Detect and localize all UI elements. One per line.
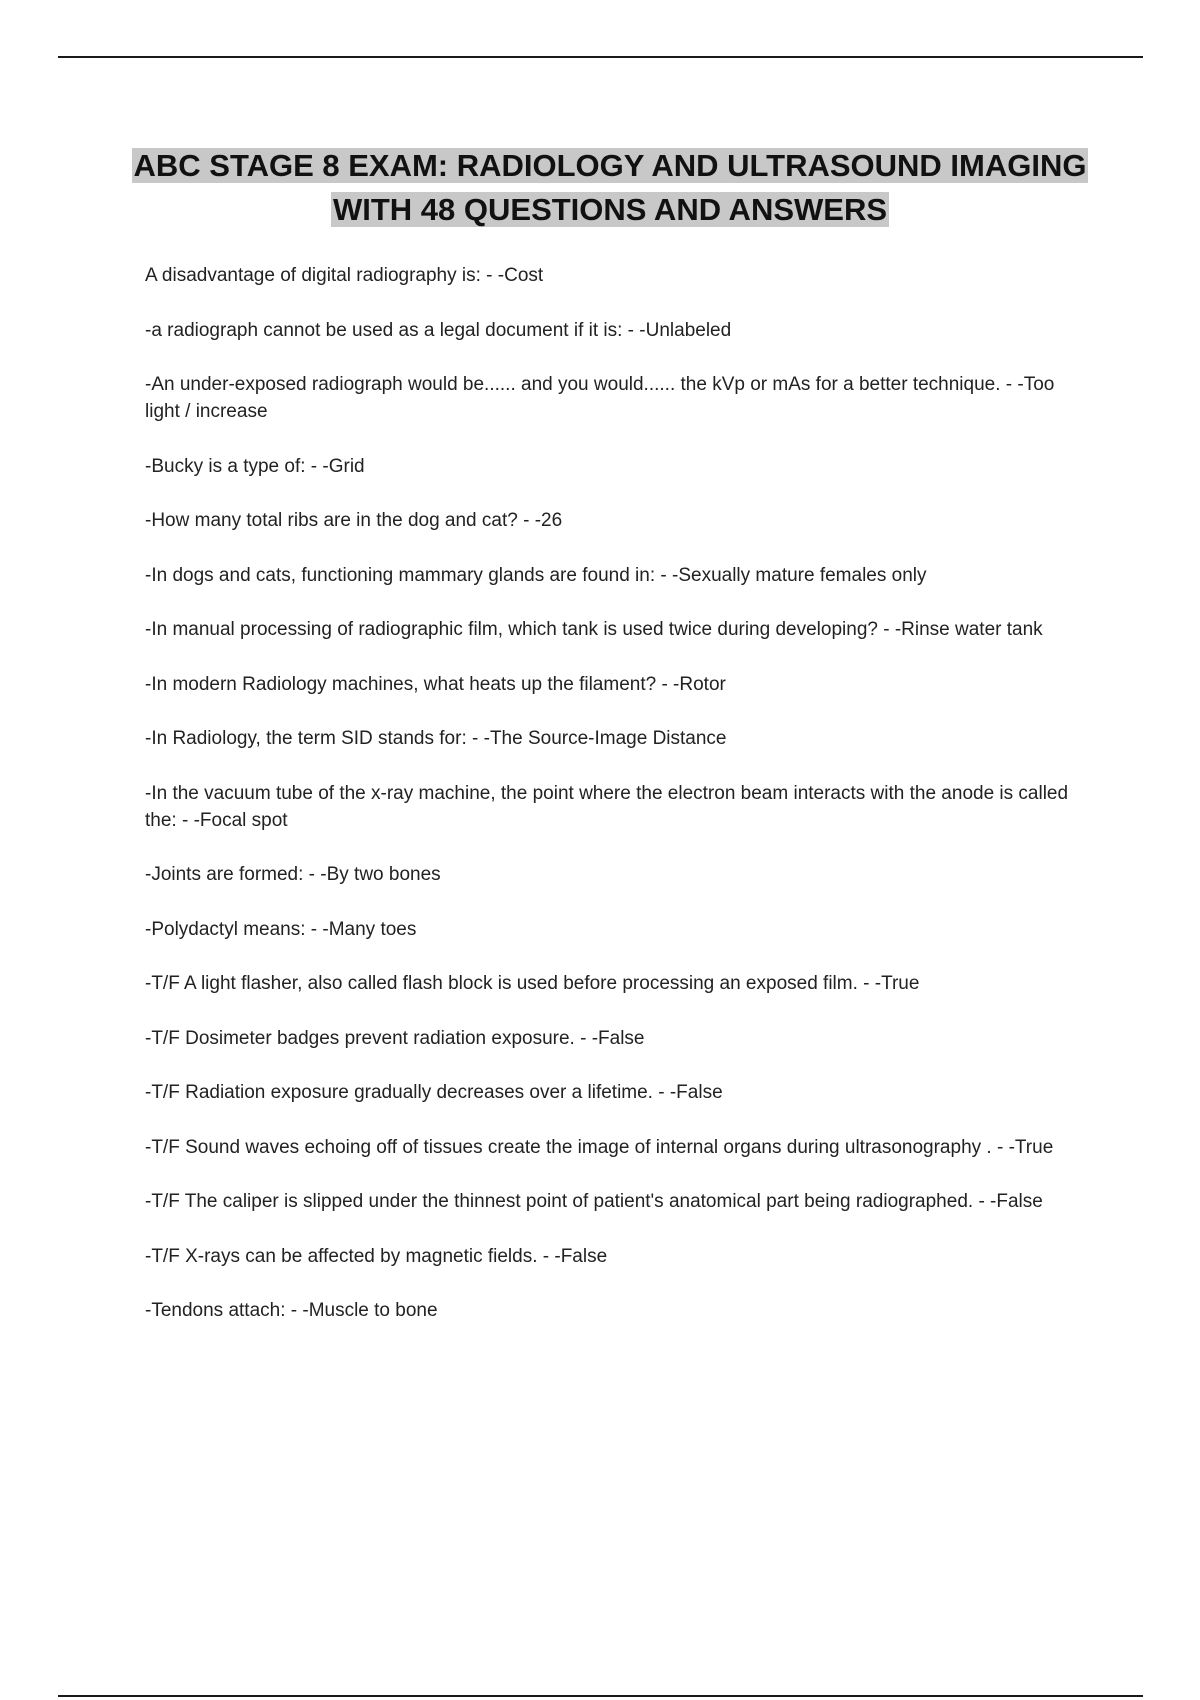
qa-item: -T/F Sound waves echoing off of tissues create the image of internal organs during ultrasonography . - -True [145, 1136, 1054, 1158]
qa-item: -In the vacuum tube of the x-ray machine, the point where the electron beam interacts with the anode is called the: - -Focal spot [145, 782, 1069, 831]
qa-item: -T/F The caliper is slipped under the thinnest point of patient's anatomical part being radiographed. - -False [145, 1191, 1043, 1212]
qa-item: -T/F X-rays can be affected by magnetic fields. - -False [145, 1245, 608, 1267]
bottom-rule [58, 1695, 1143, 1697]
question-answer-list [145, 262, 1090, 1352]
qa-item: -Joints are formed: - -By two bones [145, 864, 441, 885]
title-line-1: ABC STAGE 8 EXAM: RADIOLOGY AND ULTRASOUND IMAGING [133, 148, 1087, 183]
qa-item: -T/F Dosimeter badges prevent radiation exposure. - -False [145, 1027, 645, 1049]
qa-item: -In Radiology, the term SID stands for: - -The Source-Image Distance [145, 728, 727, 749]
qa-item: -An under-exposed radiograph would be...... and you would...... the kVp or mAs for a better technique. - -Too light / increase [145, 374, 1055, 422]
qa-item: -a radiograph cannot be used as a legal document if it is: - -Unlabeled [145, 319, 732, 341]
qa-item: -In dogs and cats, functioning mammary glands are found in: - -Sexually mature females only [145, 564, 927, 586]
top-rule [58, 56, 1143, 58]
title-line-2: WITH 48 QUESTIONS AND ANSWERS [332, 192, 888, 227]
qa-item: -How many total ribs are in the dog and cat? - -26 [145, 510, 563, 531]
qa-item: -In manual processing of radiographic film, which tank is used twice during developing? - -Rinse water tank [145, 619, 1043, 640]
qa-item: -Bucky is a type of: - -Grid [145, 455, 365, 477]
qa-item: -T/F Radiation exposure gradually decreases over a lifetime. - -False [145, 1082, 723, 1103]
qa-item: -T/F A light flasher, also called flash block is used before processing an exposed film. - -True [145, 973, 920, 994]
qa-item: -In modern Radiology machines, what heats up the filament? - -Rotor [145, 673, 726, 695]
qa-item: -Polydactyl means: - -Many toes [145, 918, 417, 940]
qa-item: -Tendons attach: - -Muscle to bone [145, 1300, 438, 1321]
document-title [130, 144, 1090, 232]
qa-item: A disadvantage of digital radiography is: - -Cost [145, 265, 544, 286]
